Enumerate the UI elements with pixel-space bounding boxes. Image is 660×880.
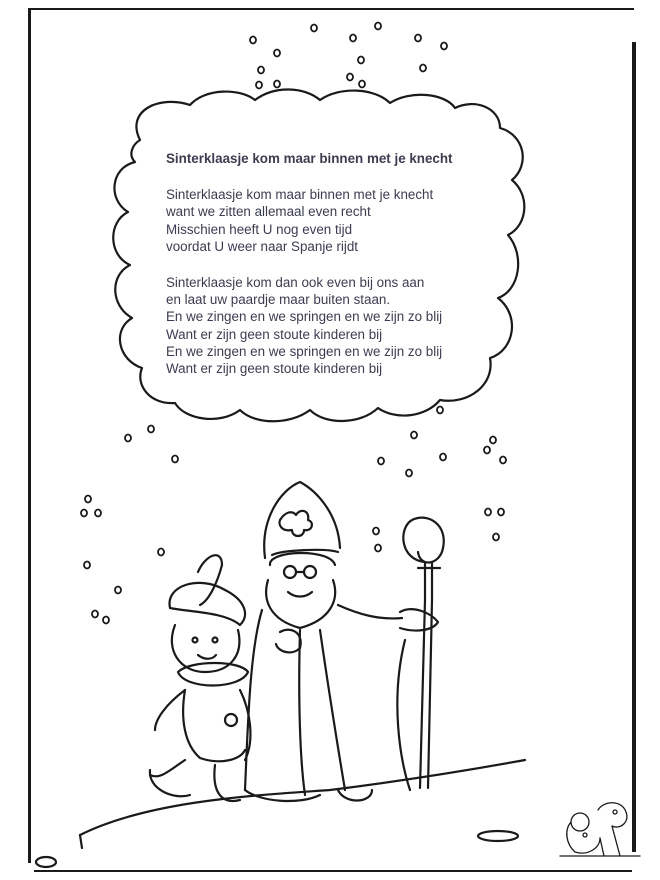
poem-line: En we zingen en we springen en we zijn zo blij (166, 343, 443, 359)
poem-line: voordat U weer naar Spanje rijdt (166, 238, 359, 254)
animals-logo-icon (560, 803, 640, 856)
zwarte-piet-icon (150, 555, 251, 801)
sinterklaas-icon (245, 482, 438, 801)
poem-line: en laat uw paardje maar buiten staan. (166, 292, 391, 308)
poem-line: Want er zijn geen stoute kinderen bij (166, 361, 383, 377)
poem (166, 150, 526, 396)
poem-line: Sinterklaasje kom dan ook even bij ons aan (166, 275, 425, 291)
poem-title: Sinterklaasje kom maar binnen met je knecht (166, 151, 453, 166)
stanza-2 (166, 274, 526, 377)
poem-line: En we zingen en we springen en we zijn zo blij (166, 309, 443, 325)
poem-line: Misschien heeft U nog even tijd (166, 221, 353, 237)
ground-line (36, 760, 525, 867)
poem-line: Sinterklaasje kom maar binnen met je knecht (166, 187, 434, 203)
crosier-staff-icon (403, 518, 443, 788)
poem-line: Want er zijn geen stoute kinderen bij (166, 326, 383, 342)
poem-line: want we zitten allemaal even recht (166, 204, 371, 220)
stanza-1 (166, 186, 526, 255)
